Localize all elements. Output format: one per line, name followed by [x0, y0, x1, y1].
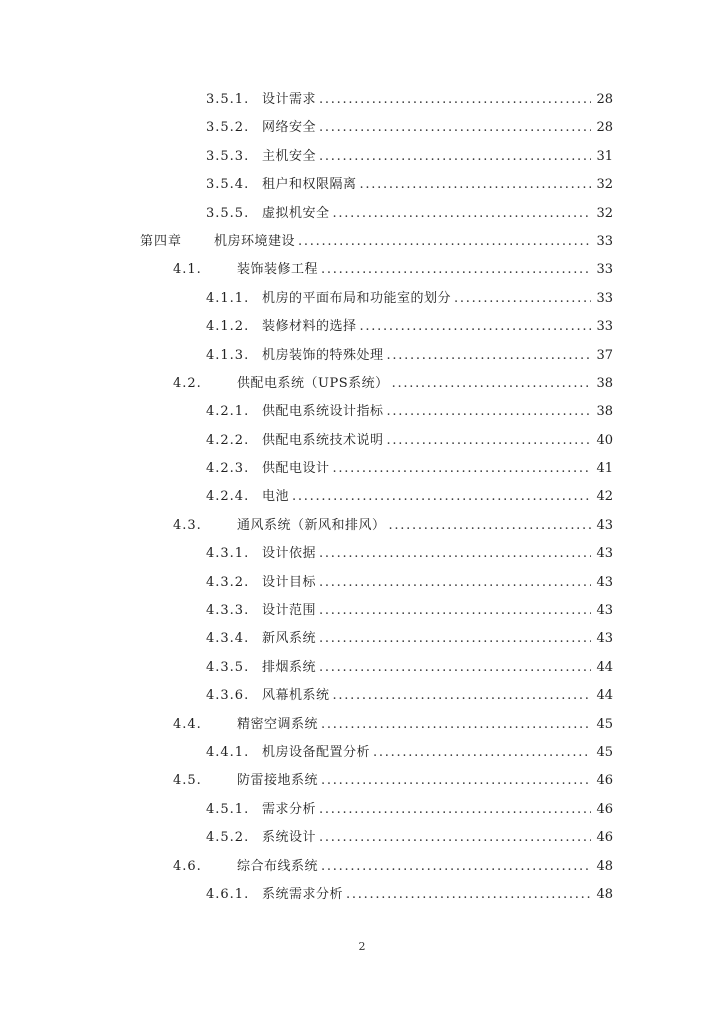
toc-entry-page: 40	[596, 432, 613, 448]
toc-entry[interactable]	[0, 569, 724, 597]
toc-entry-title: 排烟系统	[262, 659, 317, 675]
toc-entry-page: 31	[596, 148, 613, 164]
toc-entry-page: 33	[596, 319, 613, 335]
toc-entry-page: 44	[596, 688, 613, 704]
toc-entry-number: 4.2.1.	[206, 404, 250, 420]
toc-entry-page: 45	[596, 716, 613, 732]
toc-entry-title: 供配电设计	[262, 461, 330, 477]
toc-entry[interactable]	[0, 427, 724, 455]
toc-entry-number: 4.1.3.	[206, 347, 250, 363]
toc-entry[interactable]	[0, 370, 724, 398]
toc-entry[interactable]	[0, 86, 724, 114]
toc-entry-number: 3.5.3.	[206, 148, 250, 164]
toc-entry-page: 41	[596, 461, 613, 477]
toc-entry-page: 28	[596, 92, 613, 107]
toc-entry-number: 4.1.1.	[206, 290, 250, 306]
toc-entry-number: 4.3.	[173, 517, 202, 533]
toc-dot-leader	[333, 200, 591, 228]
toc-entry-number: 4.5.1.	[206, 801, 250, 817]
toc-entry-number: 3.5.2.	[206, 120, 250, 136]
toc-entry[interactable]	[0, 881, 724, 909]
toc-entry-number: 4.1.	[173, 262, 202, 278]
toc-entry-page: 38	[596, 375, 613, 391]
toc-entry-number: 4.3.3.	[206, 603, 250, 619]
toc-dot-leader	[319, 569, 591, 597]
toc-entry[interactable]	[0, 625, 724, 653]
toc-entry-title: 设计需求	[262, 92, 317, 107]
toc-dot-leader	[373, 739, 591, 767]
toc-entry-number: 4.2.4.	[206, 489, 250, 505]
toc-dot-leader	[333, 455, 591, 483]
toc-dot-leader	[321, 256, 591, 284]
toc-dot-leader	[298, 228, 591, 256]
toc-entry-page: 33	[596, 290, 613, 306]
toc-entry[interactable]	[0, 483, 724, 511]
toc-entry-title: 新风系统	[262, 631, 317, 647]
toc-entry-page: 44	[596, 659, 613, 675]
toc-entry[interactable]	[0, 285, 724, 313]
toc-entry-number: 4.6.1.	[206, 886, 250, 902]
toc-entry-number: 4.4.	[173, 716, 202, 732]
toc-entry-number: 4.3.6.	[206, 688, 250, 704]
toc-entry[interactable]	[0, 342, 724, 370]
toc-entry[interactable]	[0, 824, 724, 852]
toc-dot-leader	[346, 881, 591, 909]
toc-entry[interactable]	[0, 171, 724, 199]
toc-entry-title: 机房环境建设	[214, 233, 296, 249]
toc-entry-page: 28	[596, 120, 613, 136]
toc-entry-page: 48	[596, 886, 613, 902]
toc-dot-leader	[392, 370, 591, 398]
toc-entry-number: 4.5.	[173, 773, 202, 789]
toc-entry-title: 供配电系统技术说明	[262, 432, 384, 448]
toc-entry-title: 供配电系统设计指标	[262, 404, 384, 420]
toc-entry-title: 综合布线系统	[237, 858, 319, 874]
toc-dot-leader	[321, 853, 591, 881]
toc-entry[interactable]	[0, 200, 724, 228]
toc-entry[interactable]	[0, 853, 724, 881]
toc-entry-page: 42	[596, 489, 613, 505]
toc-entry-page: 48	[596, 858, 613, 874]
toc-entry-title: 精密空调系统	[237, 716, 319, 732]
toc-entry-page: 33	[596, 233, 613, 249]
toc-entry-number: 4.3.1.	[206, 546, 250, 562]
toc-entry-page: 45	[596, 744, 613, 760]
toc-dot-leader	[321, 767, 591, 795]
toc-entry-title: 系统需求分析	[262, 886, 344, 902]
page-number: 2	[358, 940, 366, 953]
toc-dot-leader	[333, 682, 591, 710]
toc-entry-title: 网络安全	[262, 120, 317, 136]
toc-entry-title: 系统设计	[262, 830, 317, 846]
toc-entry-number: 4.2.	[173, 375, 202, 391]
toc-entry-page: 46	[596, 773, 613, 789]
toc-dot-leader	[454, 285, 591, 313]
toc-entry[interactable]	[0, 313, 724, 341]
toc-entry-title: 设计依据	[262, 546, 317, 562]
toc-dot-leader	[319, 796, 591, 824]
toc-entry-title: 租户和权限隔离	[262, 177, 357, 193]
toc-entry[interactable]	[0, 228, 724, 256]
toc-entry-title: 需求分析	[262, 801, 317, 817]
toc-entry-page: 32	[596, 177, 613, 193]
toc-entry-title: 设计范围	[262, 603, 317, 619]
toc-entry-title: 风幕机系统	[262, 688, 330, 704]
toc-dot-leader	[319, 654, 591, 682]
toc-dot-leader	[319, 597, 591, 625]
toc-dot-leader	[387, 427, 591, 455]
toc-entry[interactable]	[0, 114, 724, 142]
toc-entry-number: 4.4.1.	[206, 744, 250, 760]
toc-dot-leader	[292, 483, 591, 511]
toc-entry-number: 3.5.5.	[206, 205, 250, 221]
toc-entry[interactable]	[0, 540, 724, 568]
toc-dot-leader	[360, 313, 591, 341]
toc-entry[interactable]	[0, 711, 724, 739]
toc-entry-title: 机房的平面布局和功能室的划分	[262, 290, 452, 306]
toc-entry[interactable]	[0, 597, 724, 625]
toc-entry[interactable]	[0, 739, 724, 767]
toc-entry-page: 43	[596, 574, 613, 590]
toc-dot-leader	[319, 143, 591, 171]
toc-entry[interactable]	[0, 682, 724, 710]
toc-entry-title: 通风系统（新风和排风）	[237, 517, 386, 533]
toc-dot-leader	[387, 342, 591, 370]
toc-entry-page: 46	[596, 801, 613, 817]
toc-entry-number: 第四章	[140, 233, 183, 249]
toc-entry-number: 4.1.2.	[206, 319, 250, 335]
toc-dot-leader	[319, 540, 591, 568]
toc-entry-page: 37	[596, 347, 613, 363]
toc-entry-number: 4.3.2.	[206, 574, 250, 590]
toc-entry-number: 4.3.5.	[206, 659, 250, 675]
toc-entry-title: 机房设备配置分析	[262, 744, 371, 760]
toc-entry-page: 46	[596, 830, 613, 846]
table-of-contents	[0, 86, 724, 909]
toc-entry[interactable]	[0, 512, 724, 540]
toc-entry-page: 43	[596, 603, 613, 619]
toc-entry-number: 3.5.1.	[206, 92, 250, 107]
toc-entry-number: 4.2.3.	[206, 461, 250, 477]
toc-entry-title: 装饰装修工程	[237, 262, 319, 278]
toc-entry-page: 33	[596, 262, 613, 278]
toc-entry[interactable]	[0, 654, 724, 682]
toc-entry-title: 供配电系统（UPS系统）	[237, 375, 389, 391]
toc-entry-page: 43	[596, 517, 613, 533]
toc-dot-leader	[319, 824, 591, 852]
toc-entry[interactable]	[0, 256, 724, 284]
toc-entry-number: 4.2.2.	[206, 432, 250, 448]
toc-entry[interactable]	[0, 143, 724, 171]
toc-entry[interactable]	[0, 455, 724, 483]
toc-dot-leader	[319, 625, 591, 653]
toc-entry-title: 设计目标	[262, 574, 317, 590]
toc-entry[interactable]	[0, 796, 724, 824]
toc-entry-title: 装修材料的选择	[262, 319, 357, 335]
toc-dot-leader	[387, 398, 591, 426]
toc-entry-title: 虚拟机安全	[262, 205, 330, 221]
toc-entry-number: 3.5.4.	[206, 177, 250, 193]
toc-dot-leader	[319, 114, 591, 142]
toc-entry-title: 电池	[262, 489, 290, 505]
toc-entry-title: 防雷接地系统	[237, 773, 319, 789]
toc-entry-page: 32	[596, 205, 613, 221]
toc-entry-page: 43	[596, 631, 613, 647]
toc-entry-page: 38	[596, 404, 613, 420]
toc-entry-number: 4.6.	[173, 858, 202, 874]
toc-entry[interactable]	[0, 398, 724, 426]
toc-entry[interactable]	[0, 767, 724, 795]
toc-entry-title: 主机安全	[262, 148, 317, 164]
toc-entry-title: 机房装饰的特殊处理	[262, 347, 384, 363]
toc-entry-number: 4.3.4.	[206, 631, 250, 647]
toc-dot-leader	[321, 711, 591, 739]
toc-entry-page: 43	[596, 546, 613, 562]
toc-dot-leader	[360, 171, 591, 199]
toc-dot-leader	[389, 512, 591, 540]
toc-entry-number: 4.5.2.	[206, 830, 250, 846]
toc-dot-leader	[319, 86, 591, 114]
